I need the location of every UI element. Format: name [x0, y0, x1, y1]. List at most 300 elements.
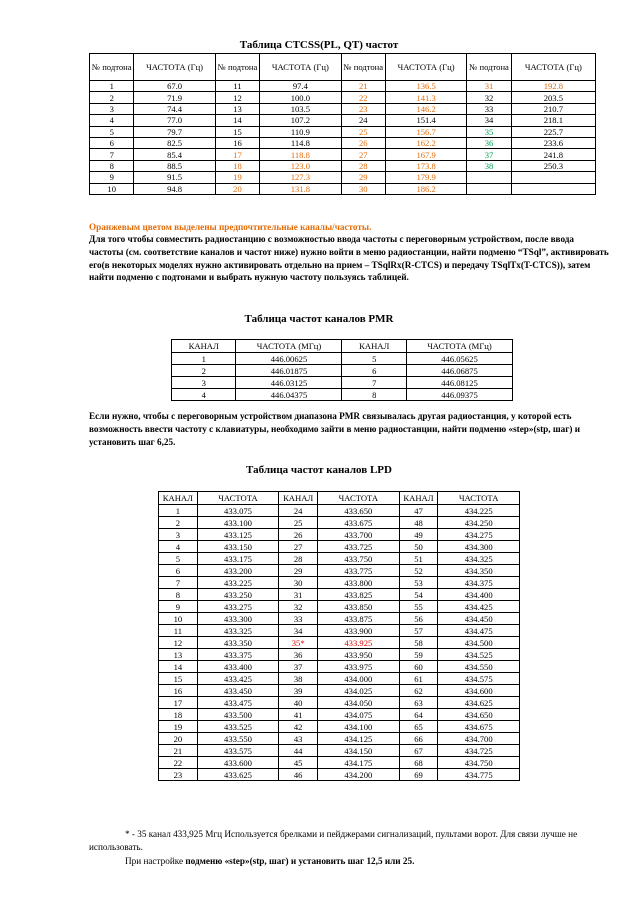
table-cell: 141.3 [385, 92, 466, 103]
table-cell: 446.05625 [406, 353, 512, 365]
table-cell: 433.125 [197, 529, 279, 541]
table-cell: 118.8 [260, 149, 341, 160]
table-row [159, 589, 520, 601]
table-cell: 7 [159, 577, 198, 589]
table-cell: 218.1 [511, 115, 595, 126]
table-cell: 434.200 [318, 769, 400, 781]
table-row [159, 601, 520, 613]
table-cell: 225.7 [511, 126, 595, 137]
table-cell: 434.575 [438, 673, 520, 685]
table-cell: 19 [159, 721, 198, 733]
table-cell: 434.750 [438, 757, 520, 769]
table-row [159, 757, 520, 769]
table-cell: 3 [172, 377, 236, 389]
table-cell: 434.025 [318, 685, 400, 697]
table-row [172, 377, 513, 389]
column-header: ЧАСТОТА [318, 492, 400, 505]
table-cell: 9 [90, 172, 134, 183]
table-cell: 36 [467, 137, 511, 148]
table-cell: 17 [159, 697, 198, 709]
table-cell: 26 [341, 137, 385, 148]
table-cell: 88.5 [134, 160, 215, 171]
table-cell: 434.050 [318, 697, 400, 709]
table-row [159, 613, 520, 625]
table-cell: 64 [399, 709, 438, 721]
table-row [90, 160, 596, 171]
table-cell: 33 [279, 613, 318, 625]
table-cell: 9 [159, 601, 198, 613]
table-cell: 434.600 [438, 685, 520, 697]
table-cell: 233.6 [511, 137, 595, 148]
table-cell: 29 [279, 565, 318, 577]
table-cell: 23 [341, 103, 385, 114]
pmr-title: Таблица частот каналов PMR [244, 313, 394, 325]
table-cell: 47 [399, 505, 438, 517]
table-cell: 434.425 [438, 601, 520, 613]
table-cell: 433.300 [197, 613, 279, 625]
final-instruction [89, 855, 638, 868]
table-cell: 434.525 [438, 649, 520, 661]
table-cell: 446.01875 [236, 365, 342, 377]
table-cell: 203.5 [511, 92, 595, 103]
table-cell: 110.9 [260, 126, 341, 137]
table-cell: 433.725 [318, 541, 400, 553]
table-cell: 74.4 [134, 103, 215, 114]
table-cell: 433.225 [197, 577, 279, 589]
table-row [90, 115, 596, 126]
table-cell: 114.8 [260, 137, 341, 148]
table-cell: 446.06875 [406, 365, 512, 377]
table-cell: 162.2 [385, 137, 466, 148]
table-row [159, 745, 520, 757]
table-cell: 11 [215, 81, 259, 92]
table-cell [467, 172, 511, 183]
table-cell [511, 172, 595, 183]
table-cell: 434.500 [438, 637, 520, 649]
table-cell: 446.09375 [406, 389, 512, 401]
table-cell: 37 [279, 661, 318, 673]
table-cell: 13 [215, 103, 259, 114]
table-row [159, 541, 520, 553]
table-cell: 433.100 [197, 517, 279, 529]
table-cell: 433.450 [197, 685, 279, 697]
table-row [159, 553, 520, 565]
table-cell: 434.250 [438, 517, 520, 529]
table-row [159, 577, 520, 589]
table-cell: 107.2 [260, 115, 341, 126]
table-cell: 434.075 [318, 709, 400, 721]
table-cell: 20 [215, 183, 259, 194]
lpd-table [158, 491, 520, 781]
table-row [159, 649, 520, 661]
final-instruction-prefix: При настройке [125, 856, 186, 866]
table-cell: 58 [399, 637, 438, 649]
table-cell: 433.275 [197, 601, 279, 613]
column-header: ЧАСТОТА (Гц) [385, 54, 466, 81]
table-cell: 433.475 [197, 697, 279, 709]
column-header: № подтона [341, 54, 385, 81]
table-cell: 433.400 [197, 661, 279, 673]
table-cell: 31 [467, 81, 511, 92]
table-cell: 5 [342, 353, 406, 365]
table-cell: 14 [215, 115, 259, 126]
table-cell: 19 [215, 172, 259, 183]
table-cell: 123.0 [260, 160, 341, 171]
table-cell: 71.9 [134, 92, 215, 103]
table-cell: 434.375 [438, 577, 520, 589]
table-cell: 35 [467, 126, 511, 137]
table-cell: 433.525 [197, 721, 279, 733]
table-cell: 22 [159, 757, 198, 769]
table-cell: 12 [215, 92, 259, 103]
final-instruction-bold: подменю «step»(stp, шаг) и установить шаг 12,5 или 25. [185, 856, 415, 866]
table-cell: 433.975 [318, 661, 400, 673]
table-cell: 179.9 [385, 172, 466, 183]
table-cell: 433.950 [318, 649, 400, 661]
table-cell: 433.075 [197, 505, 279, 517]
table-cell: 434.475 [438, 625, 520, 637]
column-header: КАНАЛ [342, 340, 406, 353]
table-cell: 23 [159, 769, 198, 781]
table-cell: 31 [279, 589, 318, 601]
table-cell: 53 [399, 577, 438, 589]
table-cell: 7 [342, 377, 406, 389]
table-cell: 1 [90, 81, 134, 92]
ctcss-title: Таблица CTCSS(PL, QT) частот [239, 39, 399, 51]
table-cell: 41 [279, 709, 318, 721]
table-cell: 6 [90, 137, 134, 148]
table-cell: 433.775 [318, 565, 400, 577]
table-cell: 210.7 [511, 103, 595, 114]
table-cell: 3 [159, 529, 198, 541]
column-header: ЧАСТОТА (Гц) [134, 54, 215, 81]
column-header: № подтона [90, 54, 134, 81]
table-cell: 46 [279, 769, 318, 781]
column-header: ЧАСТОТА (Гц) [260, 54, 341, 81]
table-cell: 22 [341, 92, 385, 103]
table-cell: 38 [467, 160, 511, 171]
table-cell: 33 [467, 103, 511, 114]
table-cell: 433.625 [197, 769, 279, 781]
column-header: № подтона [467, 54, 511, 81]
table-row [159, 661, 520, 673]
table-cell: 434.400 [438, 589, 520, 601]
table-cell: 1 [159, 505, 198, 517]
table-cell: 15 [159, 673, 198, 685]
column-header: ЧАСТОТА (МГц) [406, 340, 512, 353]
table-cell: 97.4 [260, 81, 341, 92]
table-cell: 69 [399, 769, 438, 781]
table-cell: 433.575 [197, 745, 279, 757]
table-cell: 8 [90, 160, 134, 171]
table-cell: 11 [159, 625, 198, 637]
table-cell: 103.5 [260, 103, 341, 114]
table-cell: 241.8 [511, 149, 595, 160]
table-cell: 434.150 [318, 745, 400, 757]
table-cell: 433.600 [197, 757, 279, 769]
table-cell: 32 [279, 601, 318, 613]
column-header: КАНАЛ [399, 492, 438, 505]
table-cell: 63 [399, 697, 438, 709]
lpd-title: Таблица частот каналов LPD [246, 464, 392, 476]
table-cell: 446.04375 [236, 389, 342, 401]
table-cell: 21 [341, 81, 385, 92]
table-cell: 49 [399, 529, 438, 541]
table-cell: 173.8 [385, 160, 466, 171]
table-cell: 127.3 [260, 172, 341, 183]
table-cell: 433.700 [318, 529, 400, 541]
table-cell: 15 [215, 126, 259, 137]
table-cell: 433.750 [318, 553, 400, 565]
table-row [90, 103, 596, 114]
column-header: КАНАЛ [172, 340, 236, 353]
table-cell: 30 [341, 183, 385, 194]
table-cell: 18 [159, 709, 198, 721]
column-header: КАНАЛ [279, 492, 318, 505]
table-row [90, 81, 596, 92]
table-cell: 4 [172, 389, 236, 401]
table-row [159, 529, 520, 541]
column-header: КАНАЛ [159, 492, 198, 505]
table-cell: 433.875 [318, 613, 400, 625]
table-cell: 1 [172, 353, 236, 365]
table-cell: 446.03125 [236, 377, 342, 389]
table-cell: 100.0 [260, 92, 341, 103]
table-cell: 13 [159, 649, 198, 661]
table-cell: 26 [279, 529, 318, 541]
table-cell: 433.850 [318, 601, 400, 613]
table-cell: 45 [279, 757, 318, 769]
table-cell: 6 [342, 365, 406, 377]
table-cell: 433.200 [197, 565, 279, 577]
table-cell: 24 [279, 505, 318, 517]
table-row [159, 565, 520, 577]
table-cell: 65 [399, 721, 438, 733]
table-cell: 434.675 [438, 721, 520, 733]
table-cell: 14 [159, 661, 198, 673]
ctcss-instructions: Для того чтобы совместить радиостанцию с возможностью ввода частоты с переговорным устройством, после ввода частоты (см. соответствие каналов и частот ниже) нужно войти в меню радиостанции, найти подменю “TSql”, активировать его(в некоторых моделях нужно активировать отдельно на прием – TSqlRx(R-CTCS) и передачу TSqlTx(T-CTCS)), затем найти подменю с подтонами и выбрать нужную частоту пользуясь таблицей. [89, 234, 609, 283]
table-row [159, 697, 520, 709]
table-cell: 433.925 [318, 637, 400, 649]
table-cell: 434.275 [438, 529, 520, 541]
table-cell: 433.175 [197, 553, 279, 565]
table-row [172, 389, 513, 401]
table-cell: 433.500 [197, 709, 279, 721]
table-cell: 55 [399, 601, 438, 613]
table-cell: 30 [279, 577, 318, 589]
column-header: ЧАСТОТА (МГц) [236, 340, 342, 353]
table-row [90, 126, 596, 137]
table-row [159, 685, 520, 697]
table-row [90, 172, 596, 183]
table-cell: 446.08125 [406, 377, 512, 389]
table-cell: 2 [90, 92, 134, 103]
pmr-instructions: Если нужно, чтобы с переговорным устройством диапазона PMR связывалась другая радиостанция, у которой есть возможность ввести частоту с клавиатуры, необходимо зайти в меню радиостанции, найти подменю «step»(stp, шаг) и установить шаг 6,25. [89, 411, 581, 447]
table-cell: 25 [341, 126, 385, 137]
table-cell: 36 [279, 649, 318, 661]
column-header: № подтона [215, 54, 259, 81]
table-cell: 51 [399, 553, 438, 565]
table-row [172, 365, 513, 377]
table-cell: 62 [399, 685, 438, 697]
column-header: ЧАСТОТА [438, 492, 520, 505]
table-cell: 54 [399, 589, 438, 601]
table-cell: 44 [279, 745, 318, 757]
table-cell: 67.0 [134, 81, 215, 92]
table-cell: 2 [172, 365, 236, 377]
table-cell: 56 [399, 613, 438, 625]
table-cell: 52 [399, 565, 438, 577]
table-cell: 25 [279, 517, 318, 529]
table-cell: 433.550 [197, 733, 279, 745]
table-cell: 434.550 [438, 661, 520, 673]
table-cell: 434.300 [438, 541, 520, 553]
table-cell: 37 [467, 149, 511, 160]
footnote: * - 35 канал 433,925 Мгц Используется брелками и пейджерами сигнализаций, пультами ворот. Для связи лучше не использовать. [89, 829, 578, 852]
table-cell: 5 [159, 553, 198, 565]
table-cell: 434.000 [318, 673, 400, 685]
table-cell: 48 [399, 517, 438, 529]
table-row [159, 505, 520, 517]
table-cell: 77.0 [134, 115, 215, 126]
table-cell: 85.4 [134, 149, 215, 160]
table-cell: 4 [90, 115, 134, 126]
table-row [159, 625, 520, 637]
ctcss-table [89, 53, 596, 195]
table-cell: 4 [159, 541, 198, 553]
table-cell: 28 [279, 553, 318, 565]
pmr-table [171, 339, 513, 401]
table-cell: 433.350 [197, 637, 279, 649]
column-header: ЧАСТОТА (Гц) [511, 54, 595, 81]
table-cell: 433.650 [318, 505, 400, 517]
table-cell: 7 [90, 149, 134, 160]
table-row [159, 673, 520, 685]
table-cell: 434.100 [318, 721, 400, 733]
table-cell: 27 [341, 149, 385, 160]
table-cell: 29 [341, 172, 385, 183]
table-cell: 433.825 [318, 589, 400, 601]
table-cell: 434.700 [438, 733, 520, 745]
table-cell: 434.725 [438, 745, 520, 757]
table-cell: 446.00625 [236, 353, 342, 365]
table-cell: 433.375 [197, 649, 279, 661]
table-cell: 434.625 [438, 697, 520, 709]
table-cell: 434.325 [438, 553, 520, 565]
table-cell: 433.150 [197, 541, 279, 553]
table-cell: 35* [279, 637, 318, 649]
table-row [159, 517, 520, 529]
table-cell: 10 [90, 183, 134, 194]
table-cell: 68 [399, 757, 438, 769]
table-cell: 6 [159, 565, 198, 577]
table-cell: 131.8 [260, 183, 341, 194]
table-cell: 43 [279, 733, 318, 745]
table-cell: 10 [159, 613, 198, 625]
table-cell: 61 [399, 673, 438, 685]
table-cell: 250.3 [511, 160, 595, 171]
table-row [90, 183, 596, 194]
table-row [90, 149, 596, 160]
table-cell: 59 [399, 649, 438, 661]
table-cell: 38 [279, 673, 318, 685]
table-cell: 8 [342, 389, 406, 401]
table-cell: 94.8 [134, 183, 215, 194]
table-cell: 40 [279, 697, 318, 709]
table-cell: 433.800 [318, 577, 400, 589]
table-cell: 434.775 [438, 769, 520, 781]
table-cell: 167.9 [385, 149, 466, 160]
table-cell: 433.250 [197, 589, 279, 601]
table-cell: 434.175 [318, 757, 400, 769]
table-row [172, 353, 513, 365]
table-row [159, 769, 520, 781]
table-cell: 136.5 [385, 81, 466, 92]
table-cell: 24 [341, 115, 385, 126]
table-cell: 67 [399, 745, 438, 757]
table-cell: 91.5 [134, 172, 215, 183]
table-cell: 66 [399, 733, 438, 745]
table-cell: 32 [467, 92, 511, 103]
table-cell: 433.325 [197, 625, 279, 637]
table-cell: 434.350 [438, 565, 520, 577]
table-cell: 79.7 [134, 126, 215, 137]
table-cell: 433.675 [318, 517, 400, 529]
table-cell: 146.2 [385, 103, 466, 114]
table-cell: 34 [467, 115, 511, 126]
table-cell: 5 [90, 126, 134, 137]
table-cell: 434.225 [438, 505, 520, 517]
table-cell: 156.7 [385, 126, 466, 137]
table-cell: 42 [279, 721, 318, 733]
preferred-channels-note: Оранжевым цветом выделены предпочтительные каналы/частоты. [89, 222, 372, 232]
table-cell: 186.2 [385, 183, 466, 194]
table-cell: 434.650 [438, 709, 520, 721]
table-cell: 39 [279, 685, 318, 697]
table-cell: 3 [90, 103, 134, 114]
table-cell [511, 183, 595, 194]
table-cell: 21 [159, 745, 198, 757]
table-cell: 28 [341, 160, 385, 171]
table-cell: 12 [159, 637, 198, 649]
table-cell: 151.4 [385, 115, 466, 126]
table-cell [467, 183, 511, 194]
table-cell: 434.450 [438, 613, 520, 625]
table-cell: 50 [399, 541, 438, 553]
table-cell: 433.900 [318, 625, 400, 637]
table-row [159, 721, 520, 733]
table-cell: 82.5 [134, 137, 215, 148]
table-cell: 60 [399, 661, 438, 673]
table-cell: 27 [279, 541, 318, 553]
table-cell: 16 [159, 685, 198, 697]
table-row [90, 137, 596, 148]
table-cell: 8 [159, 589, 198, 601]
table-cell: 2 [159, 517, 198, 529]
table-row [90, 92, 596, 103]
table-cell: 57 [399, 625, 438, 637]
table-cell: 20 [159, 733, 198, 745]
table-cell: 434.125 [318, 733, 400, 745]
table-cell: 17 [215, 149, 259, 160]
table-cell: 192.8 [511, 81, 595, 92]
table-cell: 16 [215, 137, 259, 148]
column-header: ЧАСТОТА [197, 492, 279, 505]
table-cell: 34 [279, 625, 318, 637]
table-cell: 18 [215, 160, 259, 171]
table-row [159, 637, 520, 649]
table-row [159, 733, 520, 745]
